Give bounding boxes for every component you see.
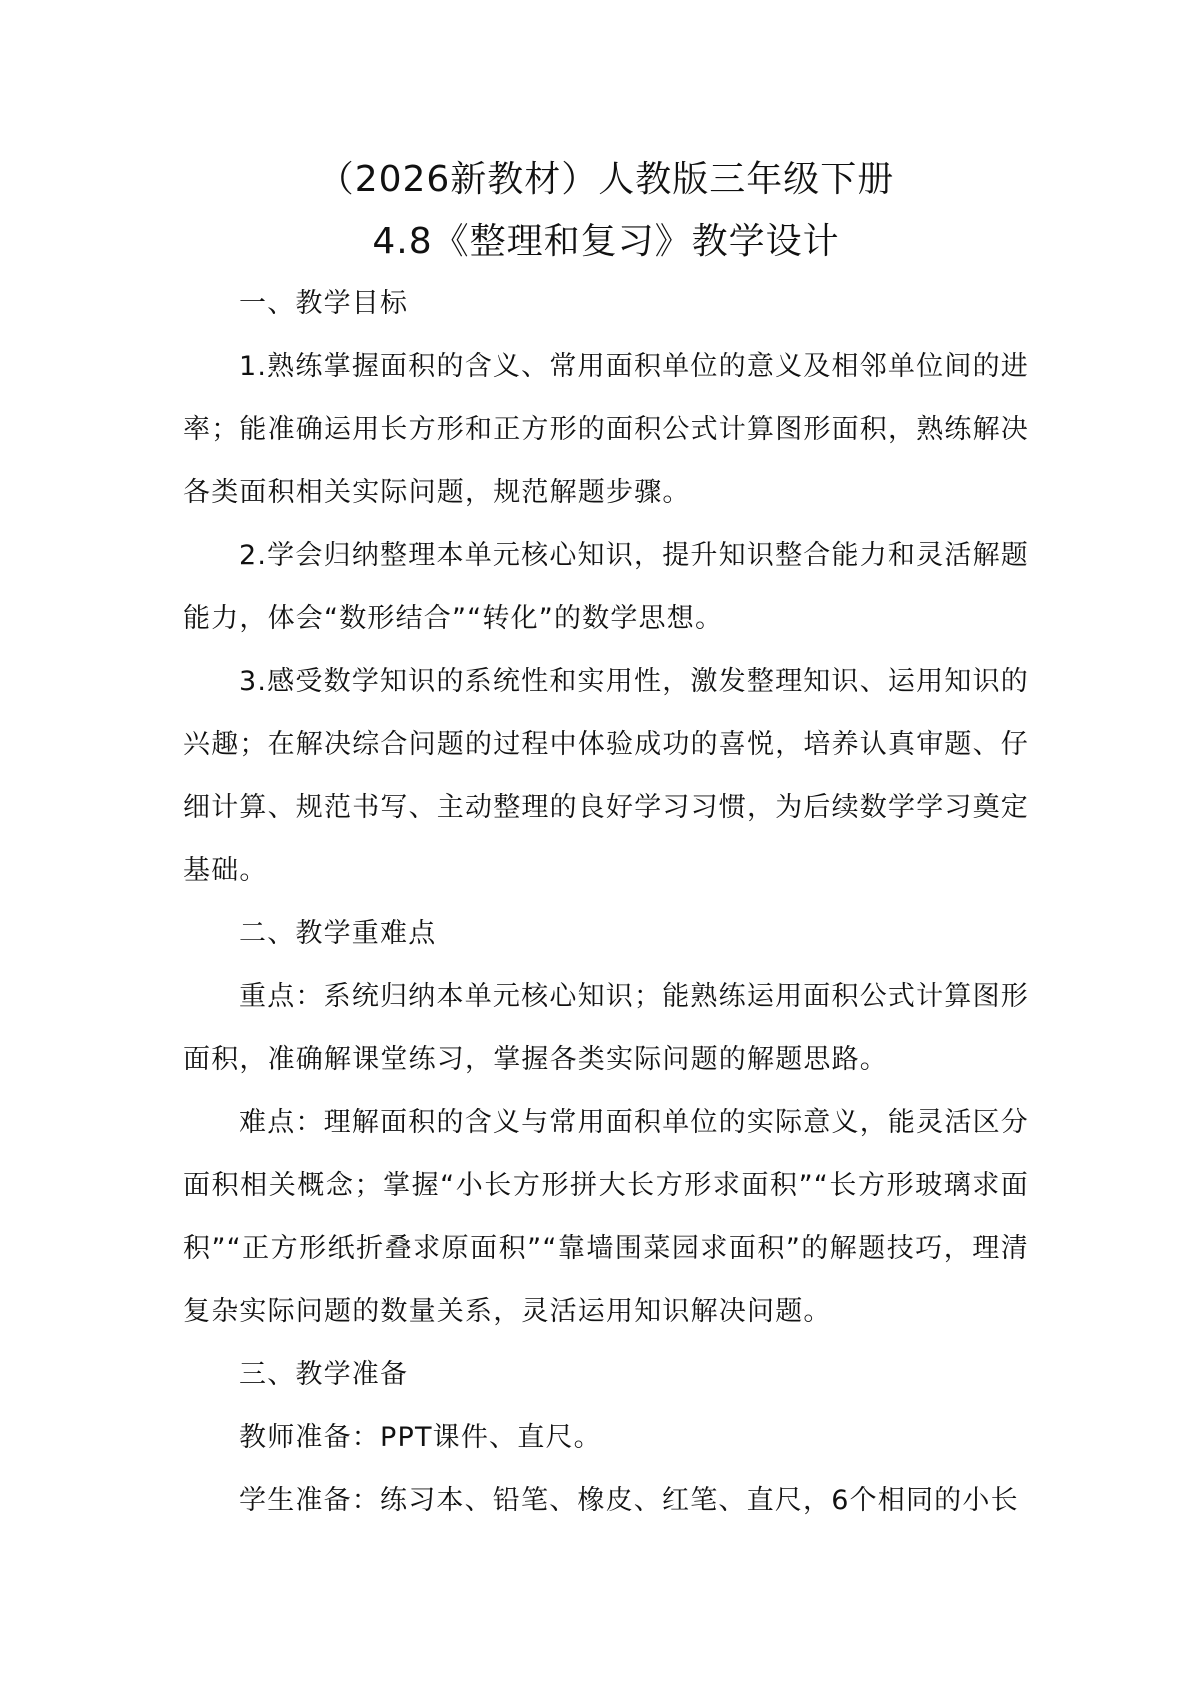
section-heading-objectives: 一、教学目标 (239, 288, 409, 319)
student-preparation-paragraph: 学生准备：练习本、铅笔、橡皮、红笔、直尺，6个相同的小长 (239, 1485, 1019, 1516)
section-heading-key-points: 二、教学重难点 (239, 918, 437, 949)
objective-paragraph-3: 3.感受数学知识的系统性和实用性，激发整理知识、运用知识的兴趣；在解决综合问题的过程中体验成功的喜悦，培养认真审题、仔细计算、规范书写、主动整理的良好学习习惯，为后续数学学习奠定基础。 (183, 666, 1029, 886)
difficult-point-paragraph: 难点：理解面积的含义与常用面积单位的实际意义，能灵活区分面积相关概念；掌握“小长方形拼大长方形求面积”“长方形玻璃求面积”“正方形纸折叠求原面积”“靠墙围菜园求面积”的解题技巧，理清复杂实际问题的数量关系，灵活运用知识解决问题。 (183, 1107, 1029, 1327)
objective-paragraph-1: 1.熟练掌握面积的含义、常用面积单位的意义及相邻单位间的进率；能准确运用长方形和正方形的面积公式计算图形面积，熟练解决各类面积相关实际问题，规范解题步骤。 (183, 351, 1029, 508)
key-point-paragraph: 重点：系统归纳本单元核心知识；能熟练运用面积公式计算图形面积，准确解课堂练习，掌握各类实际问题的解题思路。 (183, 981, 1029, 1075)
document-title-line-1: （2026新教材）人教版三年级下册 (317, 159, 895, 200)
objective-paragraph-2: 2.学会归纳整理本单元核心知识，提升知识整合能力和灵活解题能力，体会“数形结合”“转化”的数学思想。 (183, 540, 1029, 634)
document-title-line-2: 4.8《整理和复习》教学设计 (372, 221, 840, 262)
teacher-preparation-paragraph: 教师准备：PPT课件、直尺。 (239, 1422, 602, 1453)
section-heading-preparation: 三、教学准备 (239, 1359, 409, 1390)
